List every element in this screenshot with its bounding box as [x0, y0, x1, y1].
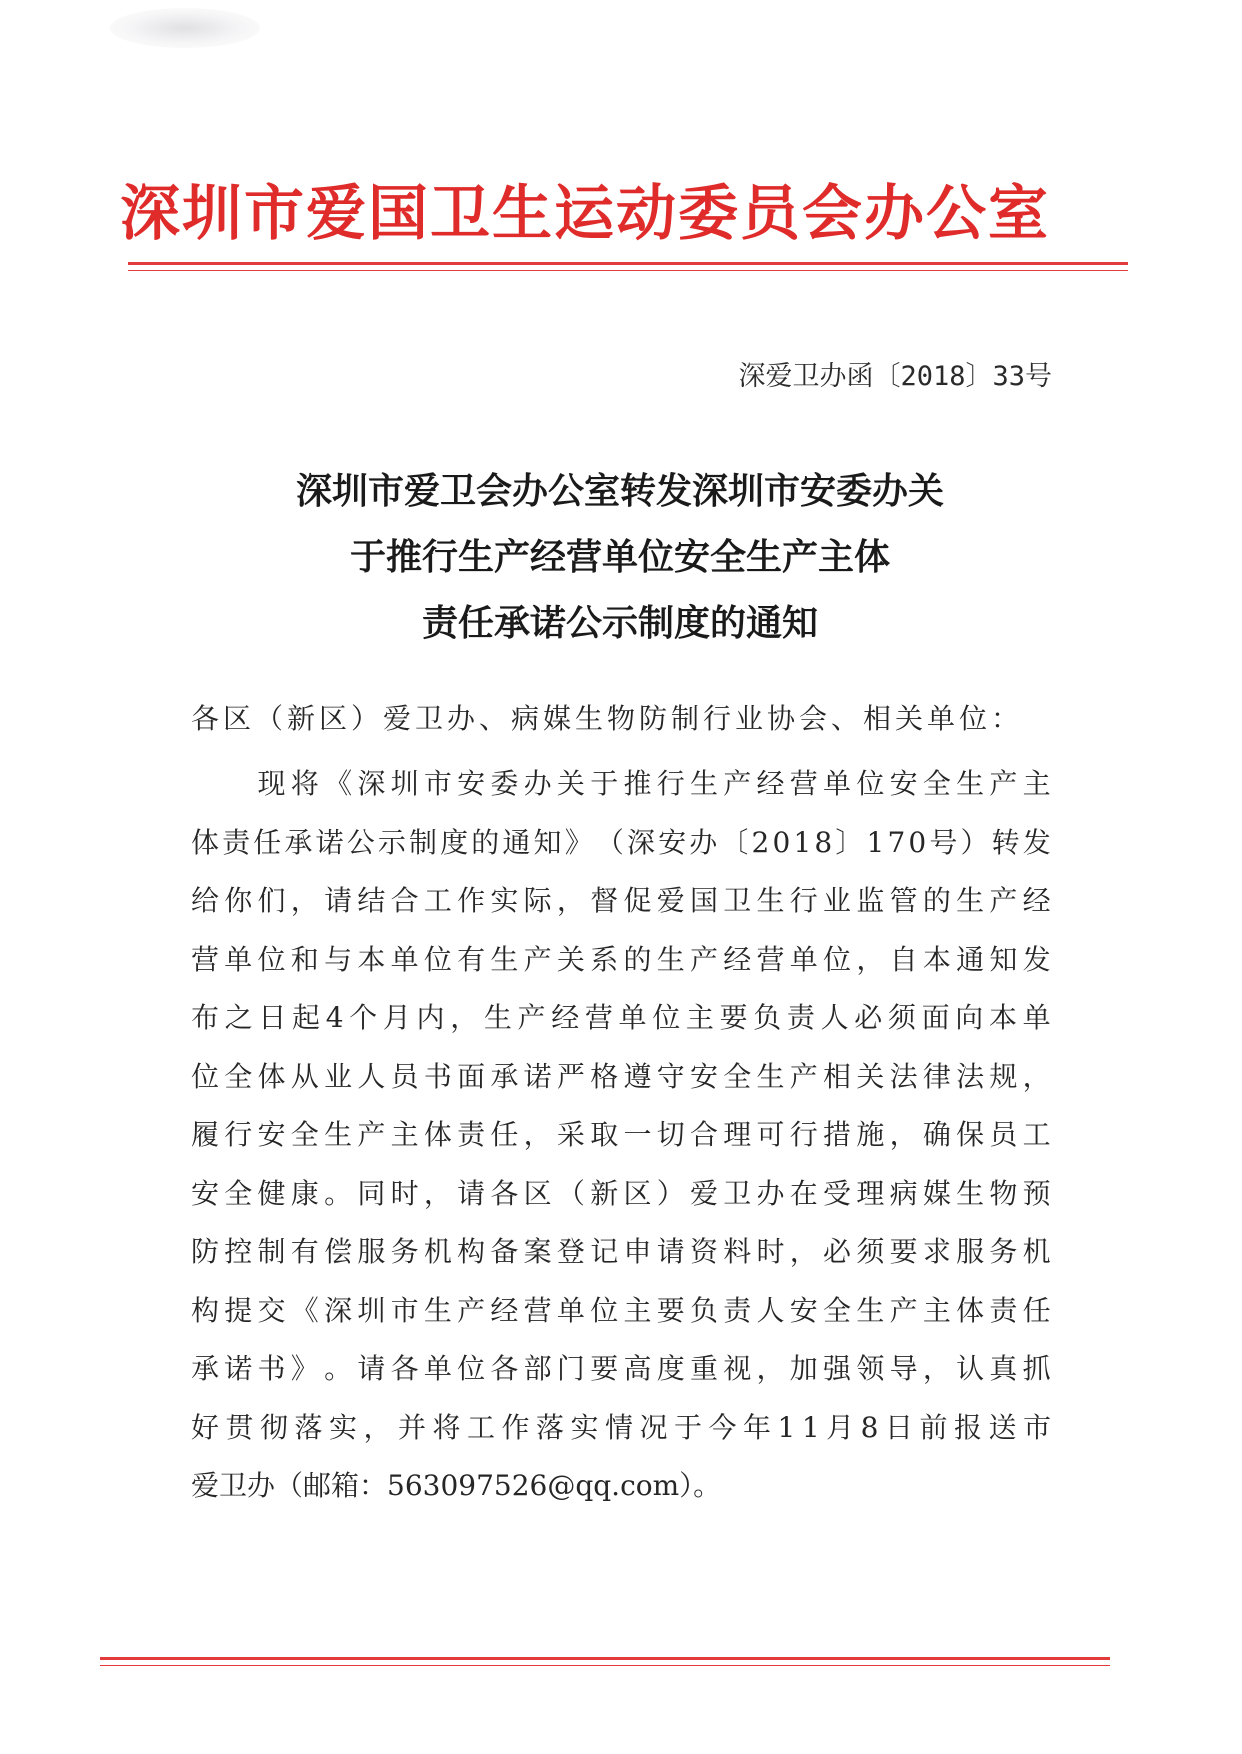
letterhead-title: 深圳市爱国卫生运动委员会办公室: [120, 179, 1050, 249]
body-line: 防 控 制 有 偿 服 务 机 构 备 案 登 记 申 请 资 料 时 ， 必 须 要 求 服 务 机: [191, 1235, 1051, 1268]
body-line: 爱卫办（邮箱：563097526@qq.com）。: [191, 1469, 722, 1502]
document-title-line: 于推行生产经营单位安全生产主体: [349, 536, 890, 578]
body-line: 体 责 任 承 诺 公 示 制 度 的 通 知 》 （ 深 安 办 〔 2 0 1 8 〕 1 7 0 号 ） 转 发: [191, 825, 1051, 859]
body-line: 营 单 位 和 与 本 单 位 有 生 产 关 系 的 生 产 经 营 单 位 ， 自 本 通 知 发: [191, 942, 1051, 976]
letterhead-rule-thick: [128, 262, 1128, 265]
body-line: 好 贯 彻 落 实 ， 并 将 工 作 落 实 情 况 于 今 年 1 1 月 8 日 前 报 送 市: [191, 1410, 1051, 1444]
footer-rule-thin: [100, 1665, 1110, 1666]
body-line: 位 全 体 从 业 人 员 书 面 承 诺 严 格 遵 守 安 全 生 产 相 关 法 律 法 规 ，: [191, 1059, 1051, 1093]
body-line: 构 提 交 《 深 圳 市 生 产 经 营 单 位 主 要 负 责 人 安 全 生 产 主 体 责 任: [191, 1293, 1051, 1327]
body-line: 承 诺 书 》 。 请 各 单 位 各 部 门 要 高 度 重 视 ， 加 强 领 导 ， 认 真 抓: [191, 1352, 1051, 1385]
addressee-line: 各区（新区）爱卫办、病媒生物防制行业协会、相关单位：: [191, 702, 1024, 735]
document-title-line: 深圳市爱卫会办公室转发深圳市安委办关: [295, 470, 944, 512]
body-line: 履 行 安 全 生 产 主 体 责 任 ， 采 取 一 切 合 理 可 行 措 施 ， 确 保 员 工: [191, 1118, 1051, 1151]
body-line: 布 之 日 起 4 个 月 内 ， 生 产 经 营 单 位 主 要 负 责 人 必 须 面 向 本 单: [191, 1001, 1051, 1034]
body-line: 现 将 《 深 圳 市 安 委 办 关 于 推 行 生 产 经 营 单 位 安 全 生 产 主: [257, 767, 1051, 800]
body-line: 给 你 们 ， 请 结 合 工 作 实 际 ， 督 促 爱 国 卫 生 行 业 监 管 的 生 产 经: [191, 884, 1051, 917]
body-line: 安 全 健 康 。 同 时 ， 请 各 区 （ 新 区 ） 爱 卫 办 在 受 理 病 媒 生 物 预: [191, 1176, 1051, 1210]
document-title-line: 责任承诺公示制度的通知: [421, 602, 818, 644]
scan-smudge: [110, 8, 260, 48]
document-title: [150, 458, 1090, 656]
letterhead-rule-thin: [128, 270, 1128, 271]
footer-rule-thick: [100, 1657, 1110, 1660]
body-paragraph: [191, 755, 1051, 1516]
document-number: 深爱卫办函〔2018〕33号: [738, 361, 1052, 392]
